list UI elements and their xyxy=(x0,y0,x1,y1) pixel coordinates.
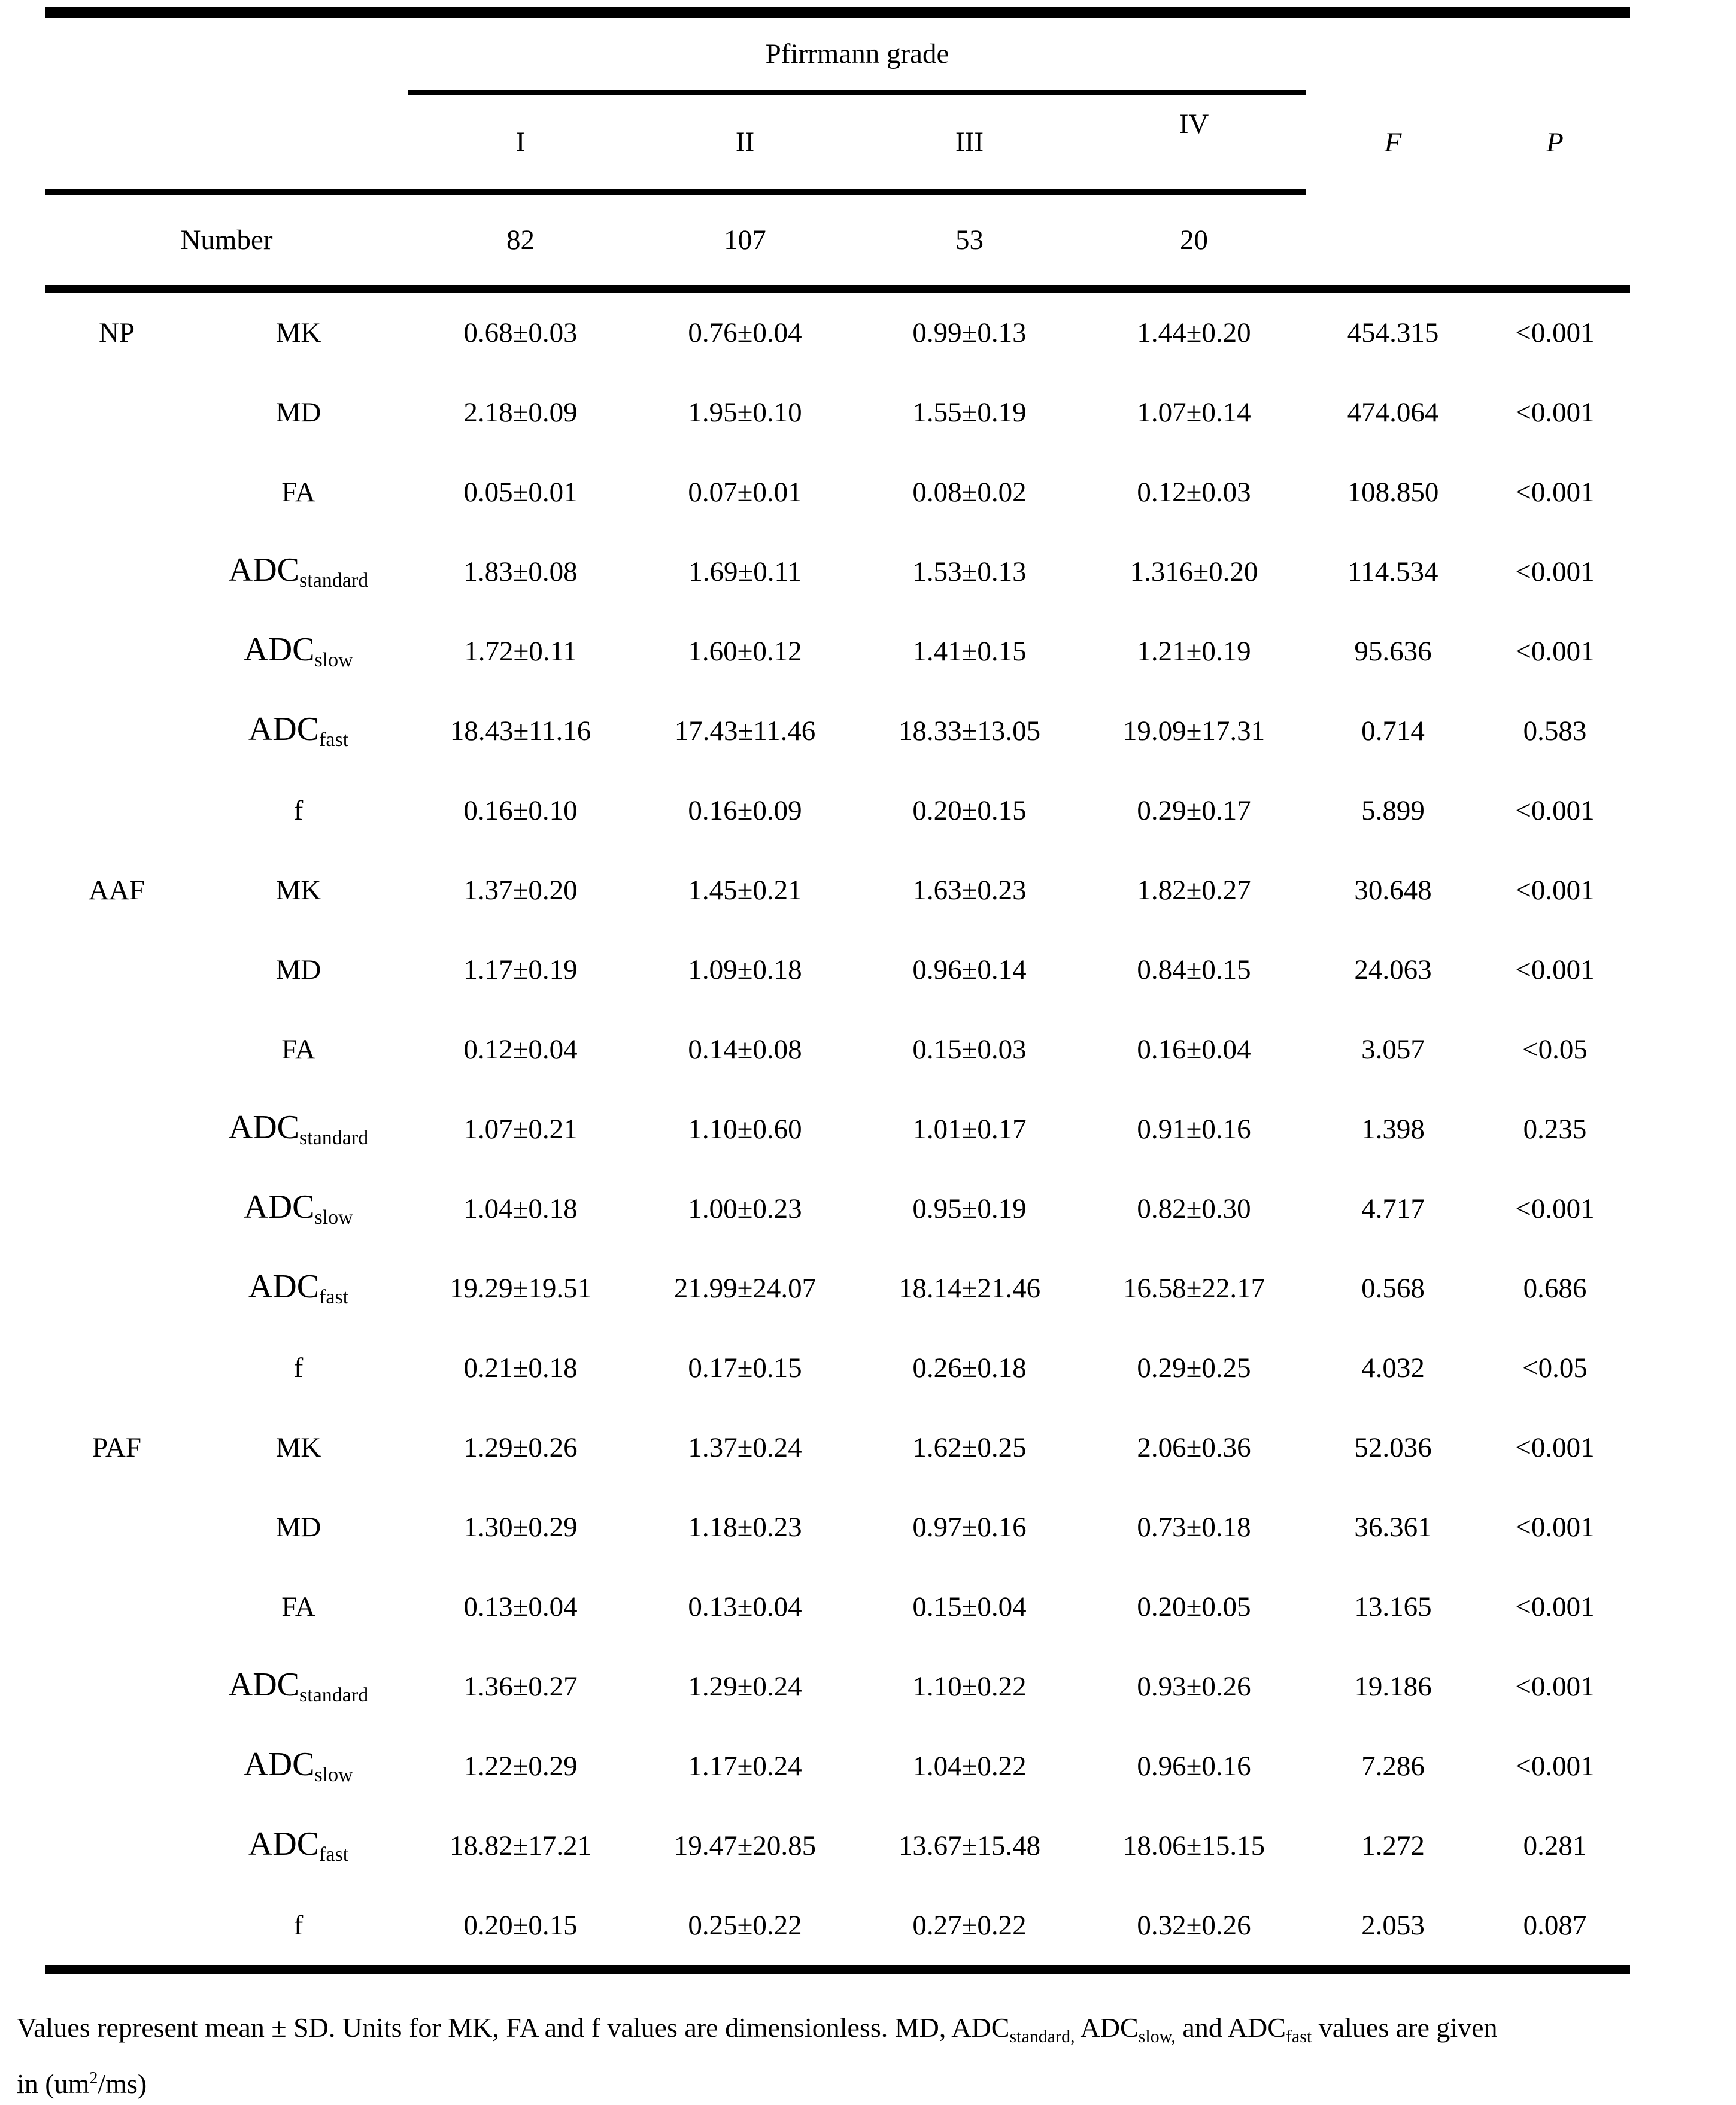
group-label-np: NP xyxy=(98,317,135,348)
value-np-md-grade-iii: 1.55±0.19 xyxy=(912,396,1027,428)
metric-base: ADC xyxy=(244,631,315,668)
value-paf-adc-slow-grade-iv: 0.96±0.16 xyxy=(1137,1750,1251,1782)
metric-base: f xyxy=(293,794,304,826)
value-aaf-mk-grade-ii: 1.45±0.21 xyxy=(688,874,802,906)
value-np-adc-fast-grade-iii: 18.33±13.05 xyxy=(898,715,1041,747)
metric-label-mk xyxy=(189,1408,408,1487)
group-spacer xyxy=(45,1885,189,1970)
metric-base: MK xyxy=(275,317,321,348)
metric-subscript: fast xyxy=(319,1286,349,1308)
data-row-np-adc-slow xyxy=(45,611,1630,691)
grade-row-spacer-2 xyxy=(189,92,408,192)
value-np-adc-standard-grade-ii: 1.69±0.11 xyxy=(688,556,802,587)
grade-col-header-iv-label: IV xyxy=(1179,108,1209,139)
footnote-text: values are given xyxy=(1312,2012,1498,2043)
metric-base: FA xyxy=(281,1033,315,1065)
metric-label-fa xyxy=(189,1567,408,1646)
f-value-np-adc-slow: 95.636 xyxy=(1354,635,1432,667)
value-np-fa-grade-ii: 0.07±0.01 xyxy=(688,476,802,508)
metric-base: MD xyxy=(275,396,321,428)
value-np-f-grade-ii: 0.16±0.09 xyxy=(688,794,802,826)
f-value-aaf-adc-fast: 0.568 xyxy=(1361,1272,1425,1304)
p-value-aaf-mk: <0.001 xyxy=(1515,874,1595,906)
metric-subscript: fast xyxy=(319,1843,349,1866)
metric-base: FA xyxy=(281,476,315,508)
data-row-paf-adc-fast xyxy=(45,1806,1630,1885)
f-value-np-adc-standard: 114.534 xyxy=(1347,556,1438,587)
p-value-np-fa: <0.001 xyxy=(1515,476,1595,508)
metric-label-adc-fast xyxy=(189,1248,408,1328)
header-spacer-right xyxy=(1306,13,1630,92)
value-np-adc-fast-grade-ii: 17.43±11.46 xyxy=(674,715,816,747)
footnote-text: ADC xyxy=(1075,2012,1139,2043)
p-value-paf-md: <0.001 xyxy=(1515,1511,1595,1543)
grade-row-spacer-1 xyxy=(45,92,189,192)
value-np-adc-slow-grade-iv: 1.21±0.19 xyxy=(1137,635,1251,667)
metric-label-adc-fast xyxy=(189,1806,408,1885)
value-np-f-grade-i: 0.16±0.10 xyxy=(463,794,578,826)
group-spacer xyxy=(45,691,189,771)
group-spacer xyxy=(45,452,189,532)
value-paf-adc-fast-grade-iv: 18.06±15.15 xyxy=(1122,1830,1265,1861)
value-paf-md-grade-iii: 0.97±0.16 xyxy=(912,1511,1027,1543)
data-row-aaf-adc-standard xyxy=(45,1089,1630,1169)
metric-base: MD xyxy=(275,954,321,985)
value-paf-md-grade-iv: 0.73±0.18 xyxy=(1137,1511,1251,1543)
value-np-f-grade-iv: 0.29±0.17 xyxy=(1137,794,1251,826)
group-spacer xyxy=(45,1806,189,1885)
grade-col-header-ii: II xyxy=(633,92,857,192)
group-spacer xyxy=(45,1169,189,1248)
value-paf-fa-grade-iv: 0.20±0.05 xyxy=(1137,1591,1251,1622)
value-aaf-fa-grade-ii: 0.14±0.08 xyxy=(688,1033,802,1065)
value-paf-md-grade-i: 1.30±0.29 xyxy=(463,1511,578,1543)
p-value-np-f: <0.001 xyxy=(1515,794,1595,826)
value-paf-mk-grade-iv: 2.06±0.36 xyxy=(1137,1431,1251,1463)
group-spacer xyxy=(45,1646,189,1726)
value-aaf-adc-fast-grade-iv: 16.58±22.17 xyxy=(1122,1272,1265,1304)
value-np-md-grade-i: 2.18±0.09 xyxy=(463,396,578,428)
value-paf-mk-grade-iii: 1.62±0.25 xyxy=(912,1431,1027,1463)
data-row-paf-fa xyxy=(45,1567,1630,1646)
group-spacer xyxy=(45,1487,189,1567)
value-paf-adc-standard-grade-iii: 1.10±0.22 xyxy=(912,1670,1027,1702)
value-np-adc-fast-grade-i: 18.43±11.16 xyxy=(450,715,591,747)
data-row-paf-f xyxy=(45,1885,1630,1970)
metric-base: f xyxy=(293,1352,304,1384)
value-paf-fa-grade-i: 0.13±0.04 xyxy=(463,1591,578,1622)
metric-label-md xyxy=(189,930,408,1009)
metric-label-adc-standard xyxy=(189,1089,408,1169)
group-label-aaf: AAF xyxy=(88,874,145,906)
f-value-np-adc-fast: 0.714 xyxy=(1361,715,1425,747)
value-aaf-adc-fast-grade-ii: 21.99±24.07 xyxy=(673,1272,817,1304)
value-aaf-adc-standard-grade-iii: 1.01±0.17 xyxy=(912,1113,1027,1145)
p-value-aaf-adc-standard: 0.235 xyxy=(1523,1113,1587,1145)
metric-label-f xyxy=(189,771,408,850)
value-paf-f-grade-i: 0.20±0.15 xyxy=(408,1885,633,1970)
value-np-mk-grade-iii: 0.99±0.13 xyxy=(912,317,1027,348)
value-np-mk-grade-iv: 1.44±0.20 xyxy=(1137,317,1251,348)
metric-label-fa xyxy=(189,452,408,532)
value-aaf-fa-grade-iii: 0.15±0.03 xyxy=(912,1033,1027,1065)
value-paf-f-grade-ii: 0.25±0.22 xyxy=(633,1885,857,1970)
p-value-aaf-md: <0.001 xyxy=(1515,954,1595,985)
f-value-aaf-mk: 30.648 xyxy=(1354,874,1432,906)
data-row-aaf-fa xyxy=(45,1009,1630,1089)
value-np-adc-standard-grade-iv: 1.316±0.20 xyxy=(1130,556,1258,587)
value-paf-adc-slow-grade-ii: 1.17±0.24 xyxy=(688,1750,802,1782)
value-aaf-adc-standard-grade-ii: 1.10±0.60 xyxy=(688,1113,802,1145)
value-aaf-adc-fast-grade-iii: 18.14±21.46 xyxy=(898,1272,1041,1304)
metric-label-md xyxy=(189,372,408,452)
number-f-spacer xyxy=(1306,192,1480,289)
value-aaf-f-grade-iv: 0.29±0.25 xyxy=(1137,1352,1251,1384)
pfirrmann-grade-label: Pfirrmann grade xyxy=(408,13,1306,92)
f-value-paf-adc-slow: 7.286 xyxy=(1361,1750,1425,1782)
p-value-aaf-f: <0.05 xyxy=(1522,1352,1588,1384)
metric-subscript: slow xyxy=(314,649,353,671)
span-header-row xyxy=(45,13,1630,92)
data-row-aaf-mk xyxy=(45,850,1630,930)
group-spacer xyxy=(45,532,189,611)
value-paf-adc-fast-grade-i: 18.82±17.21 xyxy=(449,1830,592,1861)
footnote-text: in (um xyxy=(17,2068,90,2099)
p-value-aaf-adc-slow: <0.001 xyxy=(1515,1193,1595,1224)
f-value-aaf-f: 4.032 xyxy=(1361,1352,1425,1384)
value-aaf-adc-slow-grade-ii: 1.00±0.23 xyxy=(688,1193,802,1224)
table-header xyxy=(45,13,1630,289)
metric-label-f xyxy=(189,1885,408,1970)
value-paf-md-grade-ii: 1.18±0.23 xyxy=(688,1511,802,1543)
table-body xyxy=(45,289,1630,1970)
f-value-paf-mk: 52.036 xyxy=(1354,1431,1432,1463)
value-aaf-adc-standard-grade-i: 1.07±0.21 xyxy=(463,1113,578,1145)
footnote-text: Values represent mean ± SD. Units for MK, FA and f values are dimensionless. MD, ADC xyxy=(17,2012,1010,2043)
value-np-fa-grade-iii: 0.08±0.02 xyxy=(912,476,1027,508)
f-value-paf-fa: 13.165 xyxy=(1354,1591,1432,1622)
group-spacer xyxy=(45,372,189,452)
footnote-line-1 xyxy=(17,2007,1729,2058)
data-row-aaf-adc-fast xyxy=(45,1248,1630,1328)
value-np-adc-slow-grade-iii: 1.41±0.15 xyxy=(912,635,1027,667)
group-spacer xyxy=(45,1248,189,1328)
p-value-np-md: <0.001 xyxy=(1515,396,1595,428)
value-np-mk-grade-i: 0.68±0.03 xyxy=(463,317,578,348)
grade-col-header-iii: III xyxy=(857,92,1082,192)
value-aaf-md-grade-ii: 1.09±0.18 xyxy=(688,954,802,985)
value-np-adc-slow-grade-i: 1.72±0.11 xyxy=(464,635,577,667)
value-paf-f-grade-iii: 0.27±0.22 xyxy=(857,1885,1082,1970)
p-value-paf-adc-standard: <0.001 xyxy=(1515,1670,1595,1702)
grade-col-header-iv xyxy=(1082,92,1306,192)
value-paf-adc-standard-grade-iv: 0.93±0.26 xyxy=(1137,1670,1251,1702)
p-value-paf-mk: <0.001 xyxy=(1515,1431,1595,1463)
p-value-paf-adc-fast: 0.281 xyxy=(1523,1830,1587,1861)
metric-label-adc-slow xyxy=(189,611,408,691)
p-value-np-adc-slow: <0.001 xyxy=(1515,635,1595,667)
group-spacer xyxy=(45,611,189,691)
data-row-np-adc-fast xyxy=(45,691,1630,771)
value-np-fa-grade-i: 0.05±0.01 xyxy=(463,476,578,508)
metric-base: ADC xyxy=(244,1188,315,1226)
metric-label-mk xyxy=(189,289,408,373)
metric-base: ADC xyxy=(248,711,320,748)
data-row-aaf-adc-slow xyxy=(45,1169,1630,1248)
number-grade-i: 82 xyxy=(408,192,633,289)
p-value-aaf-adc-fast: 0.686 xyxy=(1523,1272,1587,1304)
p-column-header: P xyxy=(1546,126,1564,158)
group-spacer xyxy=(45,1089,189,1169)
group-spacer xyxy=(45,771,189,850)
group-spacer xyxy=(45,1009,189,1089)
metric-base: MK xyxy=(275,874,321,906)
number-grade-iv: 20 xyxy=(1082,192,1306,289)
value-paf-fa-grade-ii: 0.13±0.04 xyxy=(688,1591,802,1622)
f-value-aaf-fa: 3.057 xyxy=(1361,1033,1425,1065)
metric-base: FA xyxy=(281,1591,315,1622)
footnote-text: /ms) xyxy=(98,2068,147,2099)
data-row-np-fa xyxy=(45,452,1630,532)
metric-base: MD xyxy=(275,1511,321,1543)
value-np-adc-standard-grade-iii: 1.53±0.13 xyxy=(912,556,1027,587)
metric-label-adc-fast xyxy=(189,691,408,771)
footnote-subscript: standard, xyxy=(1009,2027,1075,2046)
value-paf-fa-grade-iii: 0.15±0.04 xyxy=(912,1591,1027,1622)
group-spacer xyxy=(45,1328,189,1408)
number-grade-ii: 107 xyxy=(633,192,857,289)
f-value-aaf-adc-standard: 1.398 xyxy=(1361,1113,1425,1145)
f-column-header: F xyxy=(1384,126,1402,158)
value-aaf-f-grade-i: 0.21±0.18 xyxy=(463,1352,578,1384)
metric-label-adc-standard xyxy=(189,532,408,611)
f-value-np-fa: 108.850 xyxy=(1347,476,1439,508)
metric-base: MK xyxy=(275,1431,321,1463)
f-value-paf-adc-fast: 1.272 xyxy=(1361,1830,1425,1861)
metric-subscript: fast xyxy=(319,729,349,751)
p-value-np-adc-standard: <0.001 xyxy=(1515,556,1595,587)
metric-label-adc-slow xyxy=(189,1726,408,1806)
f-value-aaf-md: 24.063 xyxy=(1354,954,1432,985)
value-aaf-md-grade-iv: 0.84±0.15 xyxy=(1137,954,1251,985)
value-aaf-md-grade-iii: 0.96±0.14 xyxy=(912,954,1027,985)
p-value-aaf-fa: <0.05 xyxy=(1522,1033,1588,1065)
data-row-np-f xyxy=(45,771,1630,850)
p-value-paf-f: 0.087 xyxy=(1480,1885,1630,1970)
footnote-line-2 xyxy=(17,2058,1729,2105)
metric-label-mk xyxy=(189,850,408,930)
f-value-paf-md: 36.361 xyxy=(1354,1511,1432,1543)
value-aaf-mk-grade-iii: 1.63±0.23 xyxy=(912,874,1027,906)
number-p-spacer xyxy=(1480,192,1630,289)
value-np-adc-slow-grade-ii: 1.60±0.12 xyxy=(688,635,802,667)
footnote-subscript: slow, xyxy=(1138,2027,1176,2046)
data-row-aaf-md xyxy=(45,930,1630,1009)
p-value-paf-fa: <0.001 xyxy=(1515,1591,1595,1622)
table-footnote xyxy=(17,2007,1729,2105)
metric-base: f xyxy=(293,1909,304,1941)
value-np-md-grade-ii: 1.95±0.10 xyxy=(688,396,802,428)
grade-columns-row xyxy=(45,92,1630,192)
value-aaf-fa-grade-i: 0.12±0.04 xyxy=(463,1033,578,1065)
value-aaf-adc-slow-grade-iv: 0.82±0.30 xyxy=(1137,1193,1251,1224)
data-row-np-mk xyxy=(45,289,1630,373)
f-value-np-mk: 454.315 xyxy=(1347,317,1439,348)
value-aaf-adc-fast-grade-i: 19.29±19.51 xyxy=(449,1272,592,1304)
f-value-np-md: 474.064 xyxy=(1347,396,1439,428)
value-np-md-grade-iv: 1.07±0.14 xyxy=(1137,396,1251,428)
value-np-adc-standard-grade-i: 1.83±0.08 xyxy=(463,556,578,587)
metric-label-adc-standard xyxy=(189,1646,408,1726)
group-spacer xyxy=(45,930,189,1009)
metric-label-adc-slow xyxy=(189,1169,408,1248)
metric-base: ADC xyxy=(228,551,300,589)
metric-base: ADC xyxy=(244,1746,315,1783)
number-row xyxy=(45,192,1630,289)
p-value-np-mk: <0.001 xyxy=(1515,317,1595,348)
value-aaf-adc-slow-grade-iii: 0.95±0.19 xyxy=(912,1193,1027,1224)
value-aaf-adc-standard-grade-iv: 0.91±0.16 xyxy=(1137,1113,1251,1145)
value-aaf-adc-slow-grade-i: 1.04±0.18 xyxy=(463,1193,578,1224)
grade-col-header-i: I xyxy=(408,92,633,192)
value-np-f-grade-iii: 0.20±0.15 xyxy=(912,794,1027,826)
data-row-paf-mk xyxy=(45,1408,1630,1487)
metric-label-md xyxy=(189,1487,408,1567)
number-grade-iii: 53 xyxy=(857,192,1082,289)
data-row-np-md xyxy=(45,372,1630,452)
f-value-np-f: 5.899 xyxy=(1361,794,1425,826)
metric-subscript: slow xyxy=(314,1206,353,1229)
value-paf-mk-grade-ii: 1.37±0.24 xyxy=(688,1431,802,1463)
value-aaf-mk-grade-i: 1.37±0.20 xyxy=(463,874,578,906)
data-row-paf-md xyxy=(45,1487,1630,1567)
value-paf-adc-standard-grade-ii: 1.29±0.24 xyxy=(688,1670,802,1702)
value-np-adc-fast-grade-iv: 19.09±17.31 xyxy=(1122,715,1265,747)
group-spacer xyxy=(45,1726,189,1806)
value-paf-adc-standard-grade-i: 1.36±0.27 xyxy=(463,1670,578,1702)
metric-base: ADC xyxy=(228,1666,300,1703)
value-paf-adc-slow-grade-i: 1.22±0.29 xyxy=(463,1750,578,1782)
metric-label-fa xyxy=(189,1009,408,1089)
data-row-aaf-f xyxy=(45,1328,1630,1408)
metric-base: ADC xyxy=(228,1109,300,1146)
value-aaf-f-grade-iii: 0.26±0.18 xyxy=(912,1352,1027,1384)
value-paf-f-grade-iv: 0.32±0.26 xyxy=(1082,1885,1306,1970)
metric-base: ADC xyxy=(248,1268,320,1305)
metric-label-f xyxy=(189,1328,408,1408)
metric-base: ADC xyxy=(248,1825,320,1863)
p-value-np-adc-fast: 0.583 xyxy=(1523,715,1587,747)
metric-subscript: slow xyxy=(314,1764,353,1786)
value-aaf-f-grade-ii: 0.17±0.15 xyxy=(688,1352,802,1384)
f-value-paf-f: 2.053 xyxy=(1306,1885,1480,1970)
group-spacer xyxy=(45,1567,189,1646)
header-spacer-left xyxy=(45,13,408,92)
footnote-text: and ADC xyxy=(1175,2012,1286,2043)
value-np-mk-grade-ii: 0.76±0.04 xyxy=(688,317,802,348)
data-row-np-adc-standard xyxy=(45,532,1630,611)
value-paf-adc-fast-grade-ii: 19.47±20.85 xyxy=(673,1830,817,1861)
value-aaf-fa-grade-iv: 0.16±0.04 xyxy=(1137,1033,1251,1065)
p-value-paf-adc-slow: <0.001 xyxy=(1515,1750,1595,1782)
value-paf-adc-slow-grade-iii: 1.04±0.22 xyxy=(912,1750,1027,1782)
footnote-subscript: fast xyxy=(1285,2027,1312,2046)
metric-subscript: standard xyxy=(299,569,369,592)
value-aaf-md-grade-i: 1.17±0.19 xyxy=(463,954,578,985)
pfirrmann-results-table xyxy=(45,7,1630,1974)
footnote-superscript: 2 xyxy=(89,2069,98,2088)
metric-subscript: standard xyxy=(299,1127,369,1149)
group-label-paf: PAF xyxy=(92,1431,141,1463)
value-paf-mk-grade-i: 1.29±0.26 xyxy=(463,1431,578,1463)
data-row-paf-adc-standard xyxy=(45,1646,1630,1726)
value-paf-adc-fast-grade-iii: 13.67±15.48 xyxy=(898,1830,1041,1861)
data-row-paf-adc-slow xyxy=(45,1726,1630,1806)
value-aaf-mk-grade-iv: 1.82±0.27 xyxy=(1137,874,1251,906)
f-value-paf-adc-standard: 19.186 xyxy=(1354,1670,1432,1702)
number-label: Number xyxy=(45,192,408,289)
f-value-aaf-adc-slow: 4.717 xyxy=(1361,1193,1425,1224)
value-np-fa-grade-iv: 0.12±0.03 xyxy=(1137,476,1251,508)
metric-subscript: standard xyxy=(299,1684,369,1706)
